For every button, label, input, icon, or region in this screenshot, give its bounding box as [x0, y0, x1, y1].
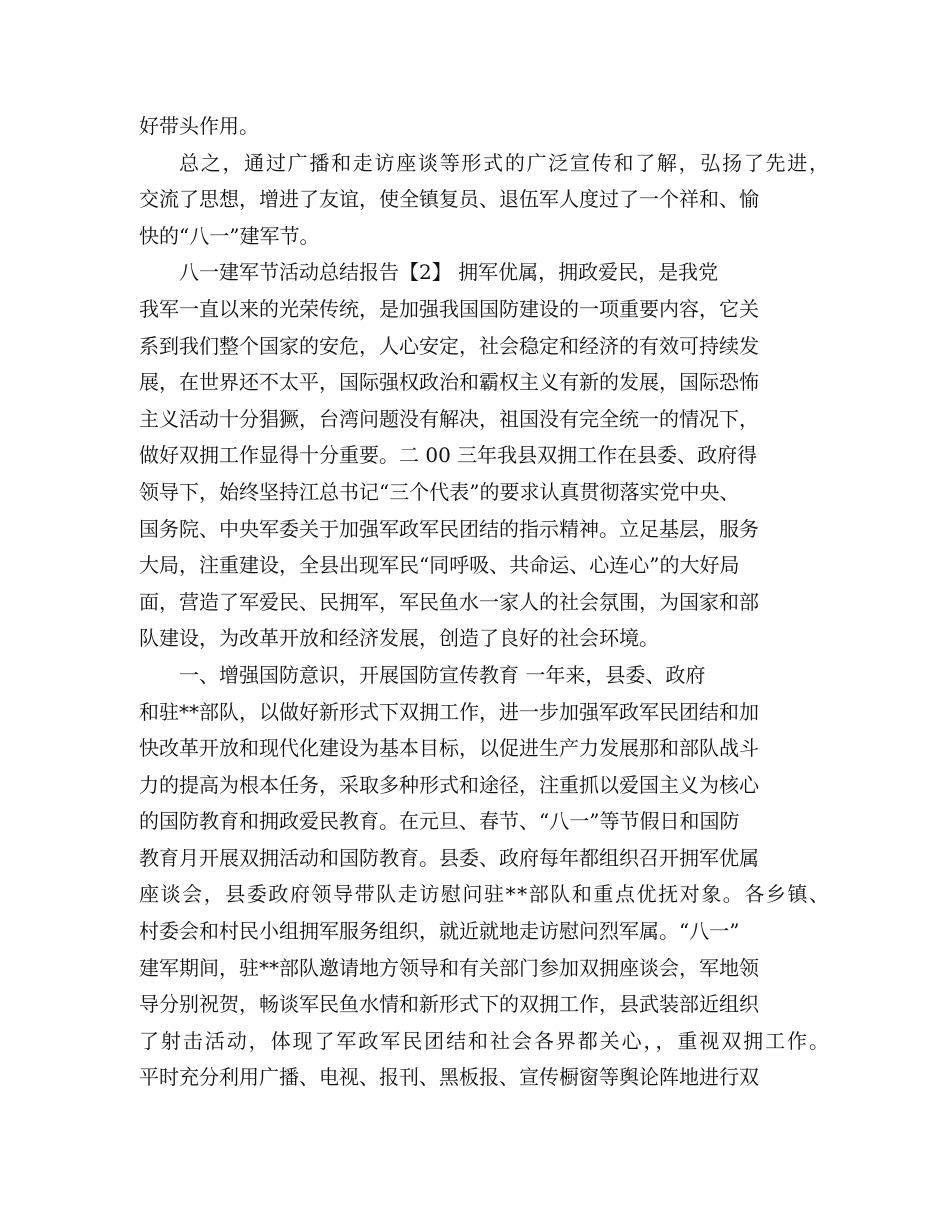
text-line: 我军一直以来的光荣传统，是加强我国国防建设的一项重要内容，它关	[139, 296, 759, 321]
text-line: 教育月开展双拥活动和国防教育。县委、政府每年都组织召开拥军优属	[139, 845, 759, 870]
text-line: 快改革开放和现代化建设为基本目标，以促进生产力发展那和部队战斗	[139, 736, 759, 761]
text-line: 领导下，始终坚持江总书记“三个代表”的要求认真贯彻落实党中央、	[139, 479, 740, 504]
text-line: 系到我们整个国家的安危，人心安定，社会稳定和经济的有效可持续发	[139, 333, 759, 358]
text-line: 大局，注重建设，全县出现军民“同呼吸、共命运、心连心”的大好局	[139, 553, 740, 578]
text-line: 国务院、中央军委关于加强军政军民团结的指示精神。立足基层，服务	[139, 516, 759, 541]
text-line: 好带头作用。	[139, 114, 259, 138]
text-line: 做好双拥工作显得十分重要。二 00 三年我县双拥工作在县委、政府得	[139, 443, 758, 468]
text-line: 总之，通过广播和走访座谈等形式的广泛宣传和了解，弘扬了先进，	[179, 150, 831, 175]
text-line: 主义活动十分猖獗，台湾问题没有解决，祖国没有完全统一的情况下，	[139, 406, 759, 431]
text-line: 一、增强国防意识，开展国防宣传教育 一年来，县委、政府	[179, 662, 706, 687]
text-line: 座谈会，县委政府领导带队走访慰问驻**部队和重点优抚对象。各乡镇、	[139, 882, 831, 907]
text-line: 和驻**部队，以做好新形式下双拥工作，进一步加强军政军民团结和加	[139, 699, 759, 724]
text-line: 力的提高为根本任务，采取多种形式和途径，注重抓以爱国主义为核心	[139, 772, 759, 797]
body-text	[139, 108, 829, 1096]
text-line: 了射击活动，体现了军政军民团结和社会各界都关心，，重视双拥工作。	[139, 1028, 831, 1053]
text-line: 建军期间，驻**部队邀请地方领导和有关部门参加双拥座谈会，军地领	[139, 955, 759, 980]
text-line: 平时充分利用广播、电视、报刊、黑板报、宣传橱窗等舆论阵地进行双	[139, 1065, 759, 1090]
text-line: 快的“八一”建军节。	[139, 223, 320, 248]
text-line: 八一建军节活动总结报告【2】 拥军优属，拥政爱民，是我党	[179, 260, 719, 285]
text-line: 展，在世界还不太平，国际强权政治和霸权主义有新的发展，国际恐怖	[139, 370, 759, 395]
text-line: 村委会和村民小组拥军服务组织，就近就地走访慰问烈军属。“八一”	[139, 919, 740, 944]
text-line: 导分别祝贺，畅谈军民鱼水情和新形式下的双拥工作，县武装部近组织	[139, 992, 759, 1017]
text-line: 队建设，为改革开放和经济发展，创造了良好的社会环境。	[139, 626, 659, 651]
text-line: 的国防教育和拥政爱民教育。在元旦、春节、“八一”等节假日和国防	[139, 809, 740, 834]
text-line: 交流了思想，增进了友谊，使全镇复员、退伍军人度过了一个祥和、愉	[139, 187, 759, 212]
text-line: 面，营造了军爱民、民拥军，军民鱼水一家人的社会氛围，为国家和部	[139, 589, 759, 614]
